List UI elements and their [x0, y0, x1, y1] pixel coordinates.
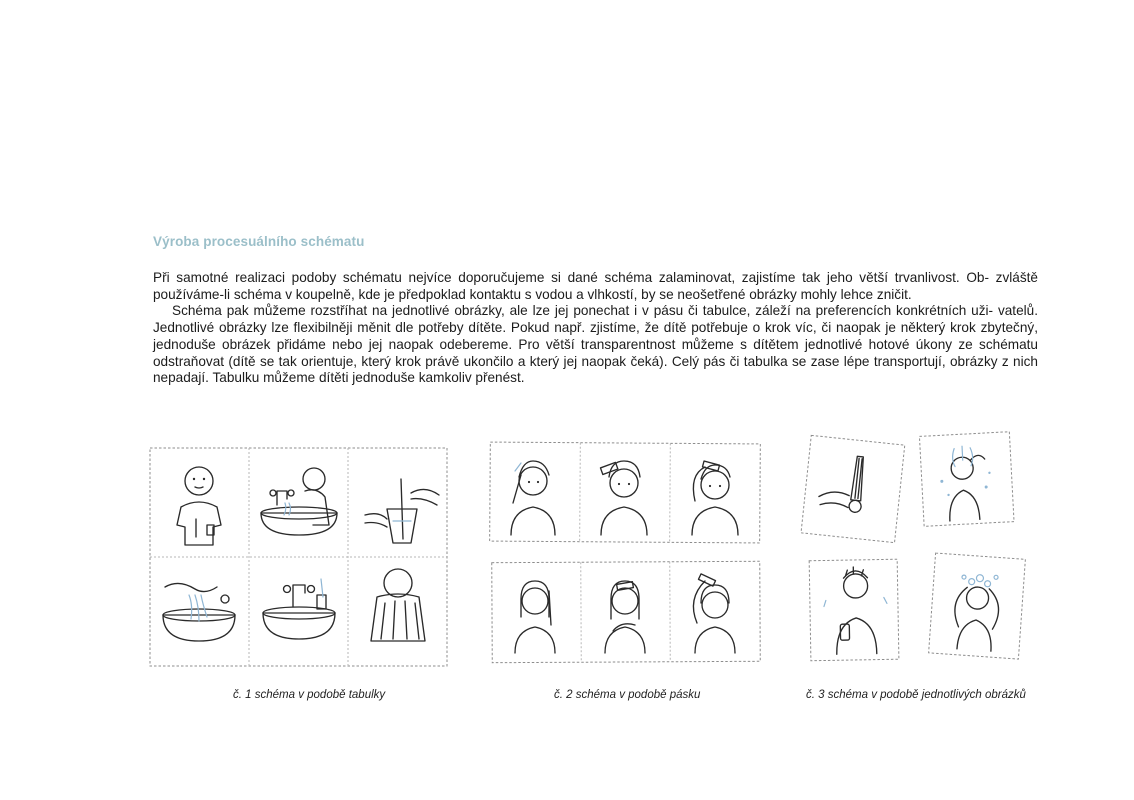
toothbrush-in-glass-picture — [365, 479, 439, 543]
separate-pictures-figure — [800, 428, 1030, 668]
washing-hands-picture — [163, 583, 235, 641]
table-schema-figure — [149, 447, 449, 669]
caption-strip-schema: č. 2 schéma v podobě pásku — [554, 689, 701, 701]
child-with-shampoo-card — [809, 559, 899, 661]
strip-schema-figure — [489, 441, 764, 666]
caption-table-schema: č. 1 schéma v podobě tabulky — [233, 689, 386, 701]
child-with-toothbrush-picture — [177, 467, 221, 545]
paragraph-2: Schéma pak můžeme rozstříhat na jednotlivé obrázky, ale lze jej ponechat i v pásu či tabulce, záleží na preferencích konkrétních uži- vatelů. Jednotlivé obrázky lze flexibilněji měnit dle potřeby dítěte. Pokud např. zjistíme, že dítě potřebuje o krok víc, či naopak je některý krok zbytečný, jednoduše obrázek přidáme nebo jej naopak odebereme. Pro větší transparentnost můžeme s dítětem jednotlivé hotové úkony ze schématu odstraňovat (dítě se tak orientuje, který krok právě ukončilo a který jej naopak čeká). Celý pás či tabulka se zase lépe transportují, obrázky z nich nepadají. Tabulku můžeme dítěti jednoduše kamkoliv přenést. — [153, 303, 1038, 386]
combing-long-hair-picture-3 — [693, 574, 735, 653]
sink-with-toothbrush-picture — [263, 579, 335, 639]
shower-head-card — [801, 435, 905, 542]
paragraph-1: Při samotné realizaci podoby schématu nejvíce doporučujeme si dané schéma zalaminovat, zajistíme tak jeho větší trvanlivost. Ob- zvláště používáme-li schéma v koupelně, kde je předpoklad kontaktu s vodou a vlhkostí, by se neošetřené obrázky mohly lehce zničit. — [153, 270, 1038, 302]
brushing-hair-picture-1 — [511, 461, 555, 535]
child-in-shower-card — [919, 432, 1014, 527]
drying-face-with-towel-picture — [371, 569, 425, 641]
caption-separate-pictures: č. 3 schéma v podobě jednotlivých obrázků — [806, 689, 1026, 701]
brushing-hair-picture-3 — [692, 461, 738, 535]
body-text — [153, 270, 1038, 387]
combing-long-hair-picture-1 — [515, 581, 555, 653]
child-washing-hair-card — [929, 553, 1026, 659]
combing-long-hair-picture-2 — [605, 581, 645, 653]
brushing-hair-picture-2 — [600, 461, 647, 535]
section-heading: Výroba procesuálního schématu — [153, 234, 365, 249]
child-at-sink-picture — [261, 468, 337, 535]
